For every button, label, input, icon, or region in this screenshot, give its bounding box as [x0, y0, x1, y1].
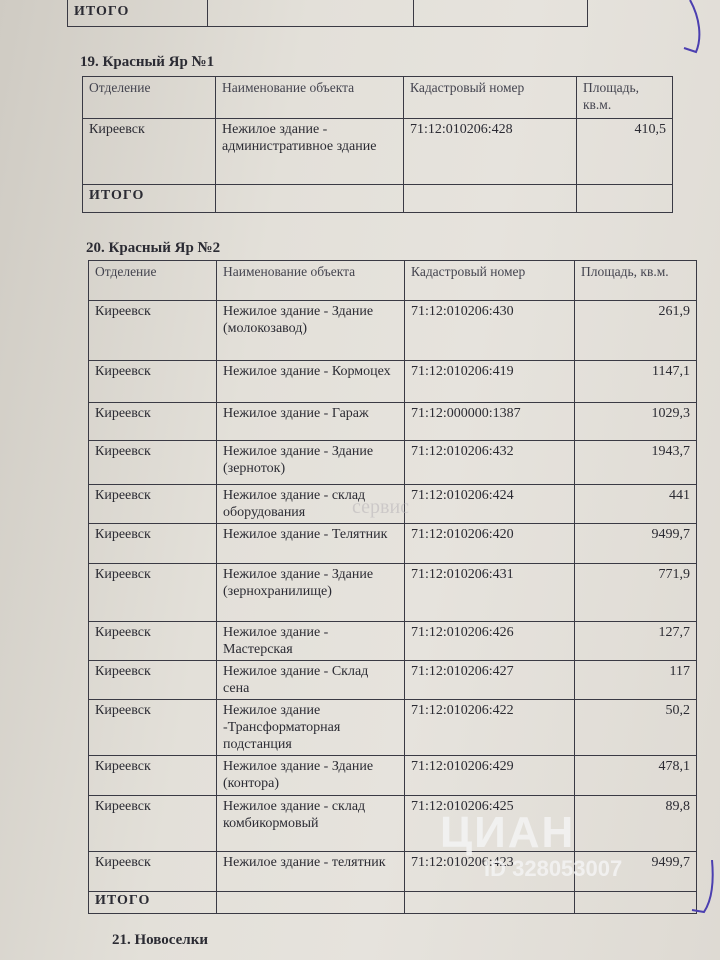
cell-area: 50,2 [575, 700, 697, 756]
cell-name: Нежилое здание - телятник [217, 852, 405, 892]
cell-cadastral: 71:12:010206:425 [405, 796, 575, 852]
cell-cadastral: 71:12:010206:431 [405, 564, 575, 622]
table-row [89, 301, 697, 361]
cell-cadastral: 71:12:000000:1387 [405, 403, 575, 441]
cell-dept: Киреевск [83, 119, 216, 185]
table-row [89, 756, 697, 796]
col-header-area: Площадь, кв.м. [575, 261, 697, 301]
total-row [83, 185, 673, 213]
cell-name: Нежилое здание -Трансформаторная подстанция [217, 700, 405, 756]
cell-name: Нежилое здание - Здание (зернохранилище) [217, 564, 405, 622]
cell-cadastral: 71:12:010206:420 [405, 524, 575, 564]
cell-name: Нежилое здание - Здание (контора) [217, 756, 405, 796]
table-header-row [89, 261, 697, 301]
table-row [89, 622, 697, 661]
cell-name: Нежилое здание - склад комбикормовый [217, 796, 405, 852]
table-row [89, 700, 697, 756]
col-header-cadastral: Кадастровый номер [404, 77, 577, 119]
cell-dept: Киреевск [89, 564, 217, 622]
total-row [89, 892, 697, 914]
col-header-dept: Отделение [83, 77, 216, 119]
cell-cadastral: 71:12:010206:426 [405, 622, 575, 661]
cell-name: Нежилое здание - Кормоцех [217, 361, 405, 403]
cell-name: Нежилое здание - Телятник [217, 524, 405, 564]
cell-area: 1029,3 [575, 403, 697, 441]
table-row [89, 796, 697, 852]
cell-area: 127,7 [575, 622, 697, 661]
total-cell [404, 185, 577, 213]
cell-dept: Киреевск [89, 700, 217, 756]
top-total-cell [414, 0, 588, 27]
cell-area: 1943,7 [575, 441, 697, 485]
cell-name: Нежилое здание - административное здание [216, 119, 404, 185]
cell-area: 441 [575, 485, 697, 524]
table-row [89, 441, 697, 485]
section-20-table [88, 260, 697, 914]
top-total-cell [208, 0, 414, 27]
total-label: ИТОГО [83, 185, 216, 213]
section-21-heading: 21. Новоселки [112, 932, 208, 948]
section-20-heading: 20. Красный Яр №2 [86, 240, 221, 256]
cell-dept: Киреевск [89, 524, 217, 564]
table-header-row [83, 77, 673, 119]
total-cell [575, 892, 697, 914]
pen-check-mark [670, 0, 710, 60]
cell-dept: Киреевск [89, 756, 217, 796]
cell-name: Нежилое здание - Склад сена [217, 661, 405, 700]
cell-dept: Киреевск [89, 852, 217, 892]
cell-name: Нежилое здание - склад оборудования [217, 485, 405, 524]
col-header-name: Наименование объекта [217, 261, 405, 301]
cell-cadastral: 71:12:010206:430 [405, 301, 575, 361]
cell-dept: Киреевск [89, 622, 217, 661]
total-cell [577, 185, 673, 213]
cell-dept: Киреевск [89, 361, 217, 403]
table-row [83, 119, 673, 185]
cell-dept: Киреевск [89, 661, 217, 700]
cell-cadastral: 71:12:010206:423 [405, 852, 575, 892]
cell-area: 117 [575, 661, 697, 700]
cell-dept: Киреевск [89, 485, 217, 524]
col-header-area: Площадь, кв.м. [577, 77, 673, 119]
cell-area: 1147,1 [575, 361, 697, 403]
col-header-name: Наименование объекта [216, 77, 404, 119]
cell-area: 9499,7 [575, 524, 697, 564]
table-row [89, 564, 697, 622]
watermark-logo [440, 808, 575, 858]
cell-cadastral: 71:12:010206:419 [405, 361, 575, 403]
cell-cadastral: 71:12:010206:422 [405, 700, 575, 756]
cell-cadastral: 71:12:010206:429 [405, 756, 575, 796]
top-total-label: ИТОГО [68, 0, 208, 27]
cell-cadastral: 71:12:010206:424 [405, 485, 575, 524]
col-header-cadastral: Кадастровый номер [405, 261, 575, 301]
total-cell [217, 892, 405, 914]
cell-name: Нежилое здание - Здание (молокозавод) [217, 301, 405, 361]
cell-name: Нежилое здание - Здание (зерноток) [217, 441, 405, 485]
cell-cadastral: 71:12:010206:428 [404, 119, 577, 185]
cell-area: 771,9 [575, 564, 697, 622]
section-19-table [82, 76, 673, 213]
col-header-dept: Отделение [89, 261, 217, 301]
cell-dept: Киреевск [89, 796, 217, 852]
cell-name: Нежилое здание - Мастерская [217, 622, 405, 661]
cell-area: 89,8 [575, 796, 697, 852]
total-label: ИТОГО [89, 892, 217, 914]
table-row [89, 661, 697, 700]
table-row [89, 524, 697, 564]
cell-area: 9499,7 [575, 852, 697, 892]
cell-dept: Киреевск [89, 301, 217, 361]
cell-area: 410,5 [577, 119, 673, 185]
section-19-heading: 19. Красный Яр №1 [80, 54, 215, 70]
table-row [89, 403, 697, 441]
top-table-fragment [67, 0, 588, 27]
cell-dept: Киреевск [89, 441, 217, 485]
watermark-brand: ЦИАН [440, 808, 576, 857]
cell-cadastral: 71:12:010206:432 [405, 441, 575, 485]
table-row [89, 361, 697, 403]
cell-area: 261,9 [575, 301, 697, 361]
faint-stamp-text: сервис [352, 496, 410, 518]
watermark-id: ID 328053007 [484, 856, 623, 881]
cell-dept: Киреевск [89, 403, 217, 441]
cell-name: Нежилое здание - Гараж [217, 403, 405, 441]
cell-cadastral: 71:12:010206:427 [405, 661, 575, 700]
total-cell [405, 892, 575, 914]
total-cell [216, 185, 404, 213]
pen-check-mark [684, 860, 720, 920]
cell-area: 478,1 [575, 756, 697, 796]
